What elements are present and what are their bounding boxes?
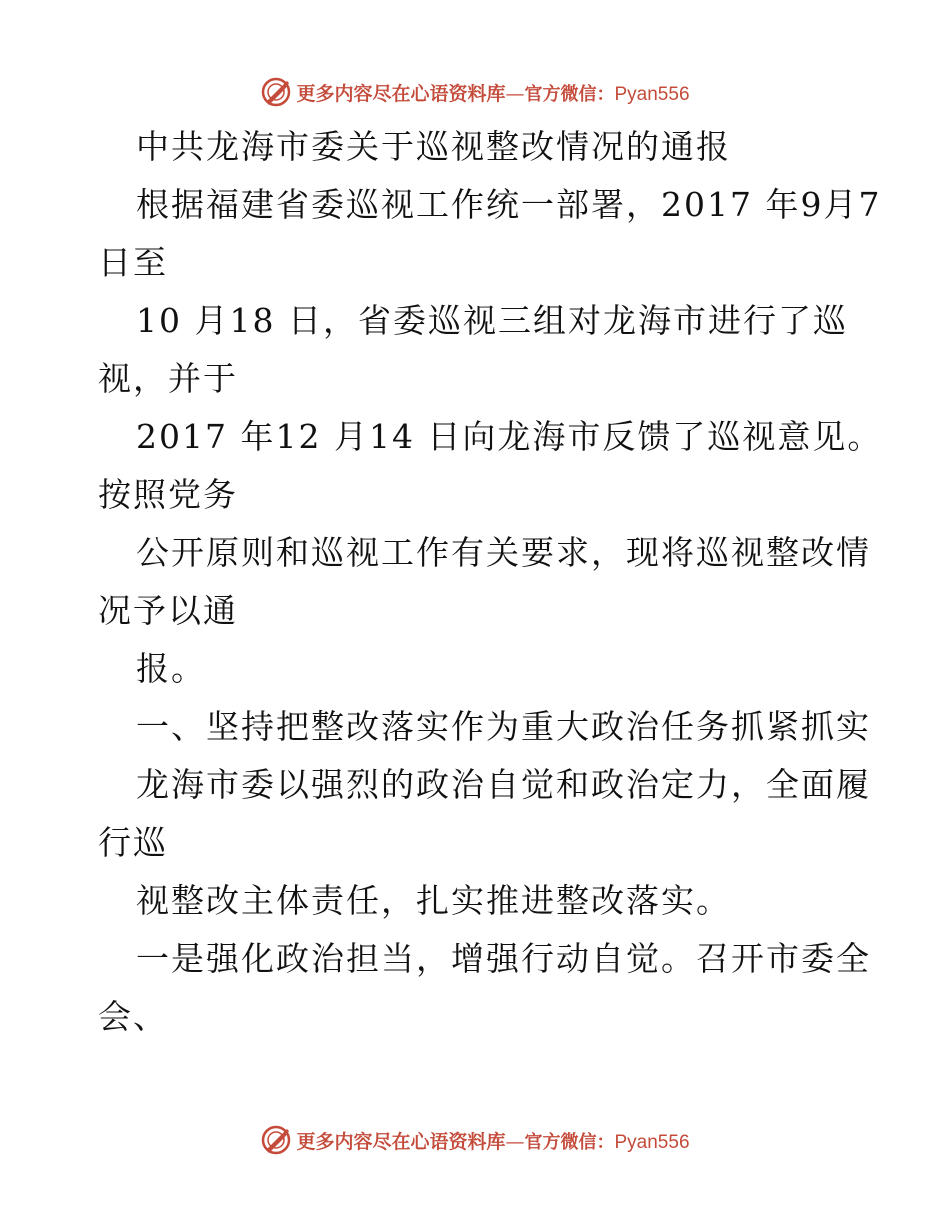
footer-separator: — <box>505 1130 525 1153</box>
document-line: 况予以通 <box>98 591 238 630</box>
document-line: 视整改主体责任，扎实推进整改落实。 <box>136 881 731 920</box>
document-line: 2017 年12 月14 日向龙海市反馈了巡视意见。 <box>136 417 883 456</box>
document-line: 会、 <box>98 997 168 1036</box>
document-line: 报。 <box>136 649 206 688</box>
document-title: 中共龙海市委关于巡视整改情况的通报 <box>136 127 731 166</box>
document-line: 日至 <box>98 243 168 282</box>
footer-brand: 更多内容尽在心语资料库 <box>296 1130 506 1153</box>
pen-logo-icon <box>260 76 292 108</box>
document-line: 一是强化政治担当，增强行动自觉。召开市委全 <box>136 939 871 978</box>
document-body <box>98 118 883 1046</box>
header-brand: 更多内容尽在心语资料库 <box>296 82 506 105</box>
section-heading: 一、坚持把整改落实作为重大政治任务抓紧抓实 <box>136 707 871 746</box>
document-line: 10 月18 日，省委巡视三组对龙海市进行了巡 <box>136 301 848 340</box>
document-line: 龙海市委以强烈的政治自觉和政治定力，全面履 <box>136 765 871 804</box>
footer-banner <box>0 1120 950 1160</box>
header-separator: — <box>505 82 525 105</box>
document-line: 公开原则和巡视工作有关要求，现将巡视整改情 <box>136 533 871 572</box>
document-line: 按照党务 <box>98 475 238 514</box>
footer-contact-label: 官方微信： <box>524 1131 615 1153</box>
header-banner <box>0 72 950 112</box>
header-contact-label: 官方微信： <box>524 83 615 105</box>
pen-logo-icon <box>260 1124 292 1156</box>
footer-contact-handle: Pyan556 <box>614 1131 690 1153</box>
document-line: 视，并于 <box>98 359 238 398</box>
header-contact-handle: Pyan556 <box>614 83 690 105</box>
document-line: 根据福建省委巡视工作统一部署，2017 年9月7 <box>136 185 882 224</box>
document-line: 行巡 <box>98 823 168 862</box>
